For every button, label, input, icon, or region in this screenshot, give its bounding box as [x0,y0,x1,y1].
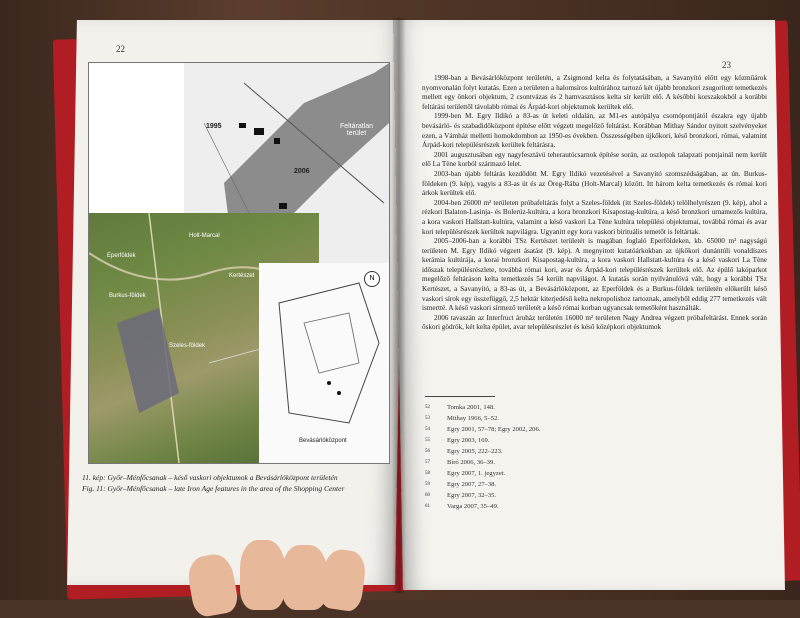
burkus-foldek-label: Burkus-földek [109,293,146,299]
footnote: 60 Egry 2007, 32–35. [425,492,497,499]
footnote-divider [425,396,495,397]
figure-caption [82,472,392,494]
year-1995-label: 1995 [206,123,222,130]
footnote: 56 Egry 2005, 222–223. [425,448,503,455]
shopping-center-drawing [259,263,389,463]
paragraph: 2005–2006-ban a korábbi TSz Kertészet területét is magában foglaló Eperföldeken, kb. 65000 m² nagyságú területen M. Egry Ildikó végzett ásatást (9. kép). A megnyitott kutatóárkokban az újkőkori dunántúli vonaldíszes kerámia kultúrája, a korai bronzkori Kisapostag-kultúra, a kora vaskori Hallstatt-kultúra és a késő vaskori La Tène időszak településrészlete, továbbá római kori, avar és Árpád-kori településrészek kerültek elő. Az épülő lakóparkot megelőző feltáráson kelta temetkezés 54 került napvilágot. A kutatás során nyilvánulóvá vált, hogy a korábbi TSz Kertészet, a Savanyító, a 83-as út, a Bevásárlóközpont, az Eperföldek és a Burkus-földek területén előkerült késő vaskori sírok egy összefüggő, 2,5 hektár kiterjedésű kelta nekropolishoz tartoznak, amelyből eddig 277 temetkezés vált ismertté. A késő vaskori sírmező területét a késő római korban ugyancsak temetőként használták. [422,237,767,313]
paragraph: 1999-ben M. Egry Ildikó a 83-as út keleti oldalán, az M1-es autópálya csomópontjától északra egy újabb bevásárló- és szabadidőközpont építése előtt végzett megelőző feltárást. Korábban Mithay Sándor nyitott szelvényeket ezen, a Vámház melletti homokdombon az 1950-es években. Összességében újkőkori, késő bronzkori, római, valamint Árpád-kori településrészek kerültek feltárásra. [422,112,767,150]
finger-3 [282,545,327,610]
caption-english: Fig. 11: Győr–Ménfőcsanak – late Iron Age features in the area of the Shopping Center [82,484,345,493]
footnote: 54 Egry 2001, 57–78; Egry 2002, 206. [425,426,541,433]
footnote: 55 Egry 2003, 169. [425,437,490,444]
unexcavated-area-label: Feltáratlan terület [339,123,374,137]
eperfoldek-label: Eperföldek [107,253,136,259]
paragraph: 2006 tavaszán az Interfruct áruház területén 16000 m² területen Nagy Andrea végzett próbafeltárást. Ennek során őskori gödrök, két kelta épület, avar településrészlet és késő középkori objektumok [422,313,767,332]
caption-hungarian: 11. kép: Győr–Ménfőcsanak – késő vaskori objektumok a Bevásárlóközpont területén [82,473,338,482]
main-text [422,74,767,333]
year-2006-label: 2006 [294,168,310,175]
footnote: 52 Tomka 2001, 148. [425,404,495,411]
paragraph: 1998-ban a Bevásárlóközpont területén, a Zsigmond kelta és folytatásában, a Savanyító előtt egy közműárok nyomvonalán folyt kutatás. Ezen a területen a halomsíros kultúrához tartozó két újabb bronzkori zsugorított temetkezés mellett egy önkori objektum, 2 csontvázas és 2 hamvasztásos kelta sír került elő. A későbbi korszakokból a korábbi feltárási területtől távolabb római és Árpád-kori objektumok kerültek elő. [422,74,767,111]
paragraph: 2003-ban újabb feltárás kezdődött M. Egry Ildikó vezetésével a Savanyító szomszédságában, az ún. Burkus-földeken (9. kép), vagyis a 83-as út és az Öreg-Rába (Holt-Marcal) között. Itt három kelta temetkezés és római kori árkok kerültek elő. [422,169,767,198]
paragraph: 2001 augusztusában egy nagyfesztávú teherautócsarnok építése során, az oszlopok talapzati pontjainál nem került elő La Tène korból származó lelet. [422,150,767,169]
footnote: 59 Egry 2007, 27–38. [425,481,497,488]
shopping-center-label: Bevásárlóközpont [299,438,347,444]
szeles-foldek-label: Szeles-földek [169,343,206,349]
footnote: 53 Mithay 1966, 5–52. [425,415,500,422]
north-arrow-icon: N [364,271,380,287]
footnote: 57 Bíró 2006, 36–39. [425,459,495,466]
footnote: 61 Varga 2007, 35–49. [425,503,499,510]
right-page-number: 23 [722,60,731,70]
book-spine [392,18,406,593]
kerteszet-label: Kertészet [229,273,255,279]
footnote: 58 Egry 2007, 1. jegyzet. [425,470,506,477]
footnotes-list [425,402,540,512]
paragraph: 2004-ben 26000 m² területen próbafeltárás folyt a Szeles-földek (itt Szeles-földek) telölhelyrészen (9. kép), ahol a rézkori Balaton-Lasinja- és Bolerúz-kultúra, a kora bronzkori Kisapostag-kultúra, a késő bronzkori urnamezős kultúra, a kora vaskori Hallstatt-kultúra, valamint a késő vaskori La Tène kultúra települési objektumai, továbbá római és avar kori településrészek kerültek napvilágra. Ugyanitt egy kora vaskori birituális temetőt is feltártak. [422,198,767,236]
map-figure [88,62,390,464]
shopping-center-plan [259,263,389,463]
left-page-number: 22 [116,44,125,54]
holt-marcal-label: Holt-Marcal [189,233,220,239]
